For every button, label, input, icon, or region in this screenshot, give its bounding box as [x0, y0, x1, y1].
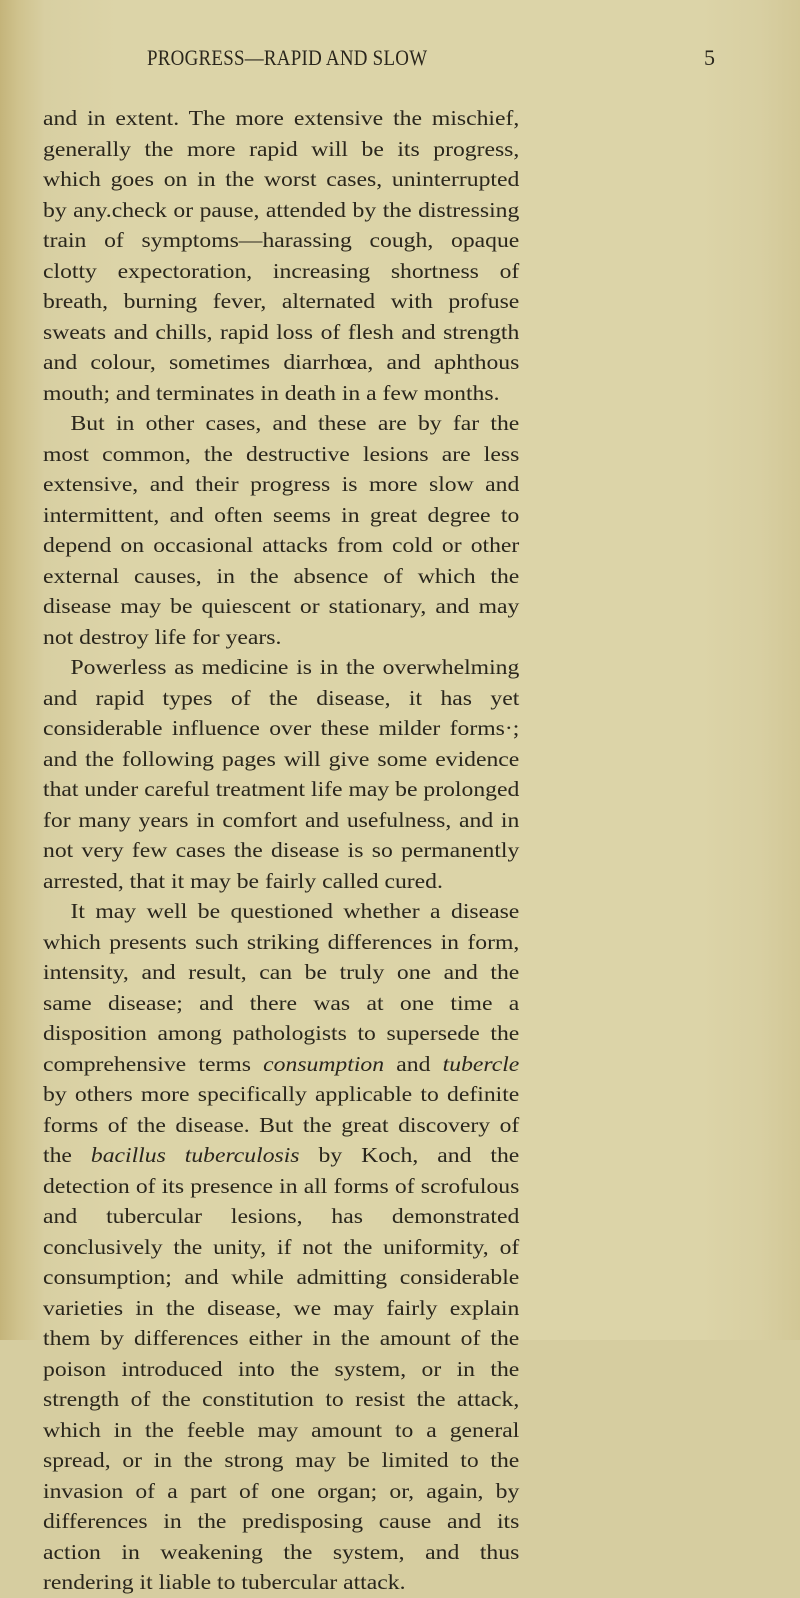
text-run: It may well be questioned whether a disease which presents such striking differences in form, intensity, and result, can be truly one and the same disease; and there was at one time a disposition among pathologists to supersede the comprehensive terms	[43, 899, 520, 1076]
paragraph-continued: and in extent. The more extensive the mischief, generally the more rapid will be its progress, which goes on in the worst cases, uninterrupted by any.check or pause, attended by the distressing train of symptoms—harassing cough, opaque clotty expectoration, increasing shortness of breath, burning fever, alternated with profuse sweats and chills, rapid loss of flesh and strength and colour, sometimes diarrhœa, and aphthous mouth; and terminates in death in a few months.	[43, 106, 520, 405]
italic-term-bacillus: bacillus tuberculosis	[90, 1143, 300, 1167]
text-run: by others more specifically applicable to definite forms of the disease. But the great discovery of the	[43, 1082, 520, 1167]
paragraph-unity-of-disease	[43, 896, 519, 1598]
italic-term-tubercle: tubercle	[442, 1051, 520, 1076]
page-number: 5	[704, 45, 715, 70]
italic-term-consumption: consumption	[263, 1051, 385, 1076]
paragraph-medicine-influence: Powerless as medicine is in the overwhelming and rapid types of the disease, it has yet considerable influence over these milder forms·; and the following pages will give some evidence that under careful treatment life may be prolonged for many years in comfort and usefulness, and in not very few cases the disease is so permanently arrested, that it may be fairly called cured.	[43, 655, 520, 893]
running-title: PROGRESS—RAPID AND SLOW	[147, 45, 428, 70]
text-run: and	[384, 1051, 443, 1076]
paragraph-slow-cases: But in other cases, and these are by far the most common, the destructive lesions are less extensive, and their progress is more slow and intermittent, and often seems in great degree to depend on occasional attacks from cold or other external causes, in the absence of which the disease may be quiescent or stationary, and may not destroy life for years.	[43, 411, 520, 649]
text-run: by Koch, and the detection of its presence in all forms of scrofulous and tubercular lesions, has demonstrated conclusively the unity, if not the uniformity, of consumption; and while admitting considerable varieties in the disease, we may fairly explain them by differences either in the amount of the poison introduced into the system, or in the strength of the constitution to resist the attack, which in the feeble may amount to a general spread, or in the strong may be limited to the invasion of a part of one organ; or, again, by differences in the predisposing cause and its action in weakening the system, and thus rendering it liable to tubercular attack.	[43, 1143, 520, 1594]
running-head	[0, 45, 800, 75]
body-text	[43, 103, 519, 1598]
